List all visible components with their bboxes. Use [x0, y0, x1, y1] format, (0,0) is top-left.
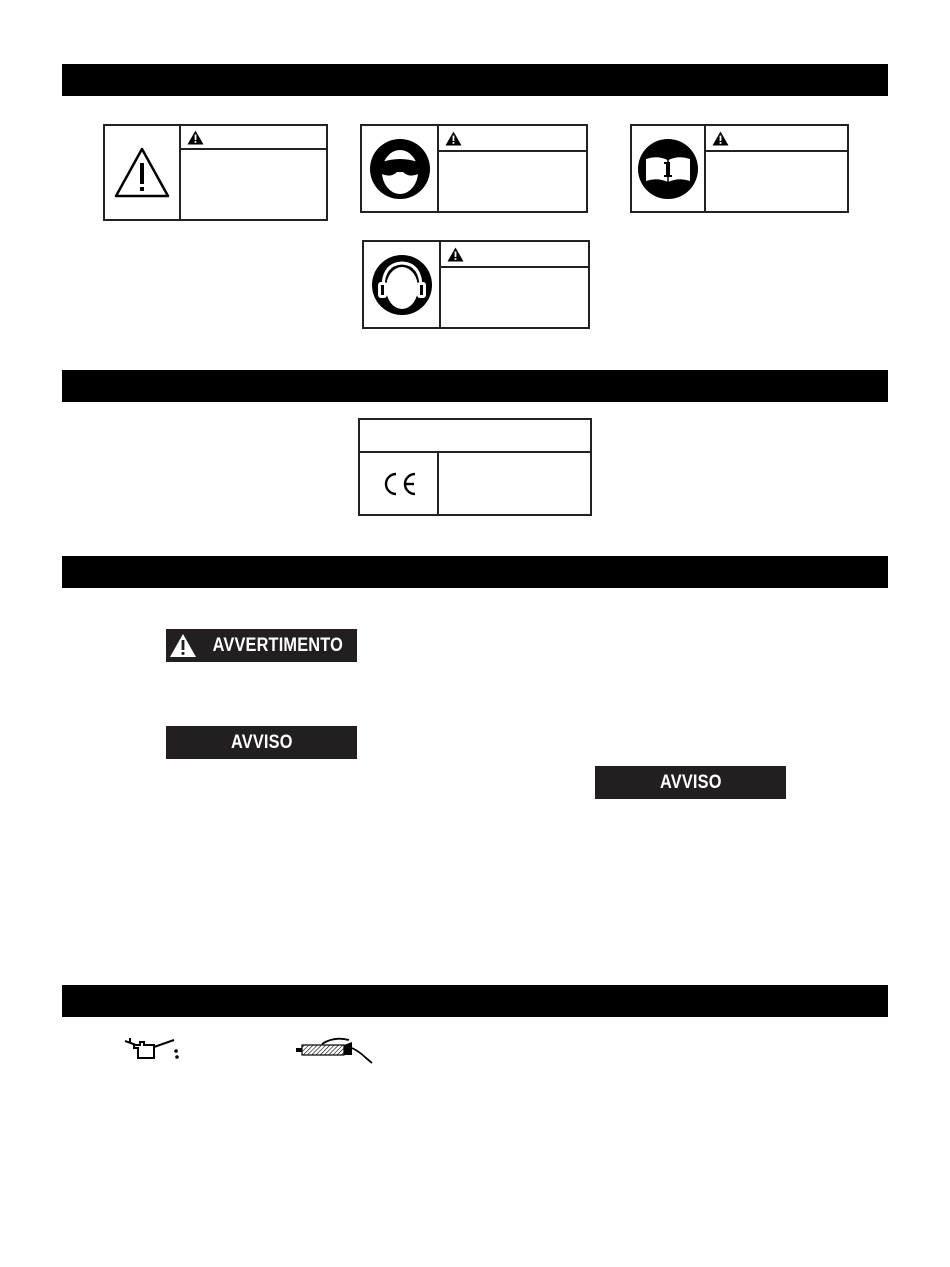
notice-banner-1: [166, 726, 357, 759]
label-header: [439, 126, 586, 152]
ce-mark-icon: [379, 471, 419, 497]
safety-label-read-manual: [630, 124, 849, 213]
label-text: [181, 150, 326, 219]
notice-banner-text: AVVISO: [659, 771, 722, 793]
notice-banner-2: [595, 766, 786, 799]
warning-banner-text: AVVERTIMENTO: [212, 634, 344, 656]
warning-triangle-icon: [187, 130, 204, 145]
general-warning-icon: [105, 126, 181, 219]
warning-triangle-icon: [712, 131, 729, 146]
section-bar-3: [62, 556, 888, 588]
label-text: [441, 268, 588, 327]
section-bar-4: [62, 985, 888, 1017]
ce-label-text: [439, 453, 590, 514]
ear-protection-icon: [364, 242, 441, 327]
label-header: [706, 126, 847, 152]
safety-label-ear-protection: [362, 240, 590, 329]
label-text: [706, 152, 847, 211]
read-manual-icon: [632, 126, 706, 211]
safety-label-eye-protection: [360, 124, 588, 213]
grease-gun-icon: [294, 1034, 376, 1066]
notice-banner-text: AVVISO: [230, 731, 293, 753]
ce-mark-cell: [360, 453, 439, 514]
oil-can-icon: [122, 1036, 186, 1062]
safety-label-general-warning: [103, 124, 328, 221]
ce-label-header: [360, 420, 590, 453]
section-bar-1: [62, 64, 888, 96]
label-header: [181, 126, 326, 150]
label-text: [439, 152, 586, 211]
warning-banner: [166, 629, 357, 662]
ce-label: [358, 418, 592, 516]
warning-triangle-icon: [445, 131, 462, 146]
warning-triangle-icon: [169, 633, 197, 658]
section-bar-2: [62, 370, 888, 402]
eye-protection-icon: [362, 126, 439, 211]
warning-triangle-icon: [447, 247, 464, 262]
label-header: [441, 242, 588, 268]
